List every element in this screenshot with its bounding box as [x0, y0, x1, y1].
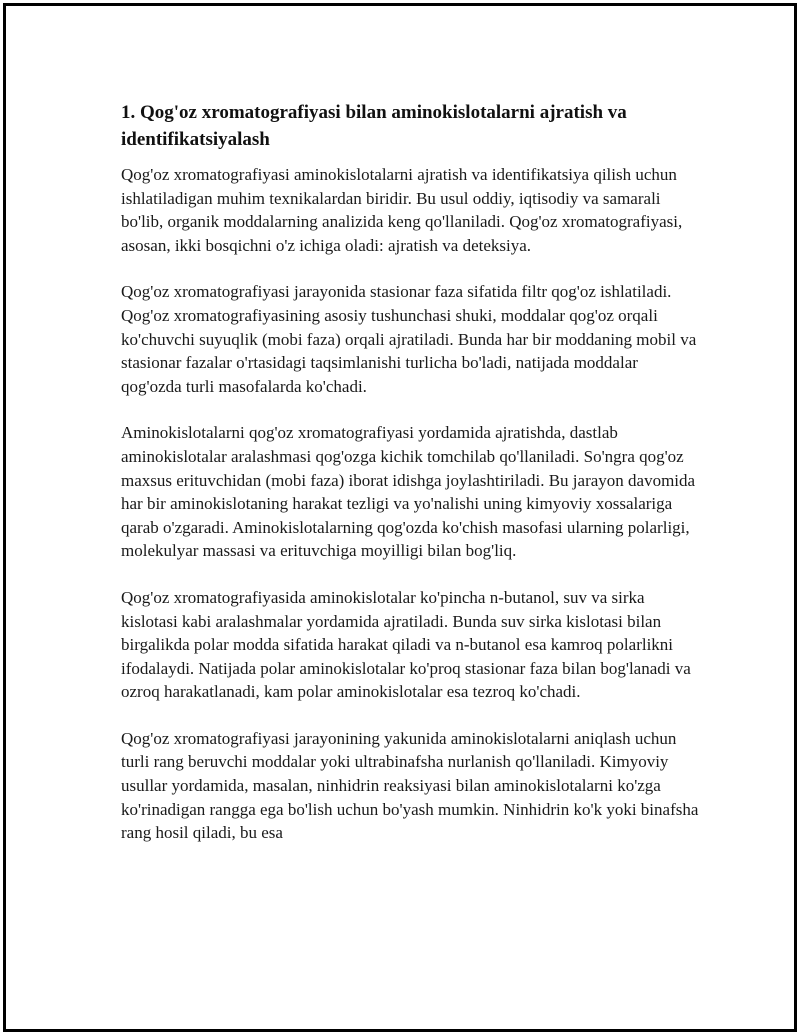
paragraph-1: Qog'oz xromatografiyasi aminokislotalarni ajratish va identifikatsiya qilish uchun ishlatiladigan muhim texnikalardan biridir. Bu usul oddiy, iqtisodiy va samarali bo'lib, organik moddalarning analizida keng qo'llaniladi. Qog'oz xromatografiyasi, asosan, ikki bosqichni o'z ichiga oladi: ajratish va deteksiya. — [121, 165, 683, 255]
paragraph-3: Aminokislotalarni qog'oz xromatografiyasi yordamida ajratishda, dastlab aminokislotalar aralashmasi qog'ozga kichik tomchilab qo'llaniladi. So'ngra qog'oz maxsus erituvchidan (mobi faza) iborat idishga joylashtiriladi. Bu jarayon davomida har bir aminokislotaning harakat tezligi va yo'nalishi uning kimyoviy xossalariga qarab o'zgaradi. Aminokislotalarning qog'ozda ko'chish masofasi ularning polarligi, molekulyar massasi va erituvchiga moyilligi bilan bog'liq. — [121, 423, 696, 561]
paragraph-5: Qog'oz xromatografiyasi jarayonining yakunida aminokislotalarni aniqlash uchun turli rang beruvchi moddalar yoki ultrabinafsha nurlanish qo'llaniladi. Kimyoviy usullar yordamida, masalan, ninhidrin reaksiyasi bilan aminokislotalarni ko'zga ko'rinadigan rangga ega bo'lish uchun bo'yash mumkin. Ninhidrin ko'k yoki binafsha rang hosil qiladi, bu esa — [121, 728, 699, 843]
section-heading: 1. Qog'oz xromatografiyasi bilan aminokislotalarni ajratish va identifikatsiyalash — [121, 102, 627, 150]
document-body — [121, 99, 701, 868]
page-frame — [3, 3, 797, 1032]
paragraph-2: Qog'oz xromatografiyasi jarayonida stasionar faza sifatida filtr qog'oz ishlatiladi. Qog'oz xromatografiyasining asosiy tushunchasi shuki, moddalar qog'oz orqali ko'chuvchi suyuqlik (mobi faza) orqali ajratiladi. Bunda har bir moddaning mobil va stasionar fazalar o'rtasidagi taqsimlanishi turlicha bo'ladi, natijada moddalar qog'ozda turli masofalarda ko'chadi. — [121, 282, 697, 396]
paragraph-4: Qog'oz xromatografiyasida aminokislotalar ko'pincha n-butanol, suv va sirka kislotasi kabi aralashmalar yordamida ajratiladi. Bunda suv sirka kislotasi bilan birgalikda polar modda sifatida harakat qiladi va n-butanol esa kamroq polarlikni ifodalaydi. Natijada polar aminokislotalar ko'proq stasionar faza bilan bog'lanadi va ozroq harakatlanadi, kam polar aminokislotalar esa tezroq ko'chadi. — [121, 587, 691, 702]
